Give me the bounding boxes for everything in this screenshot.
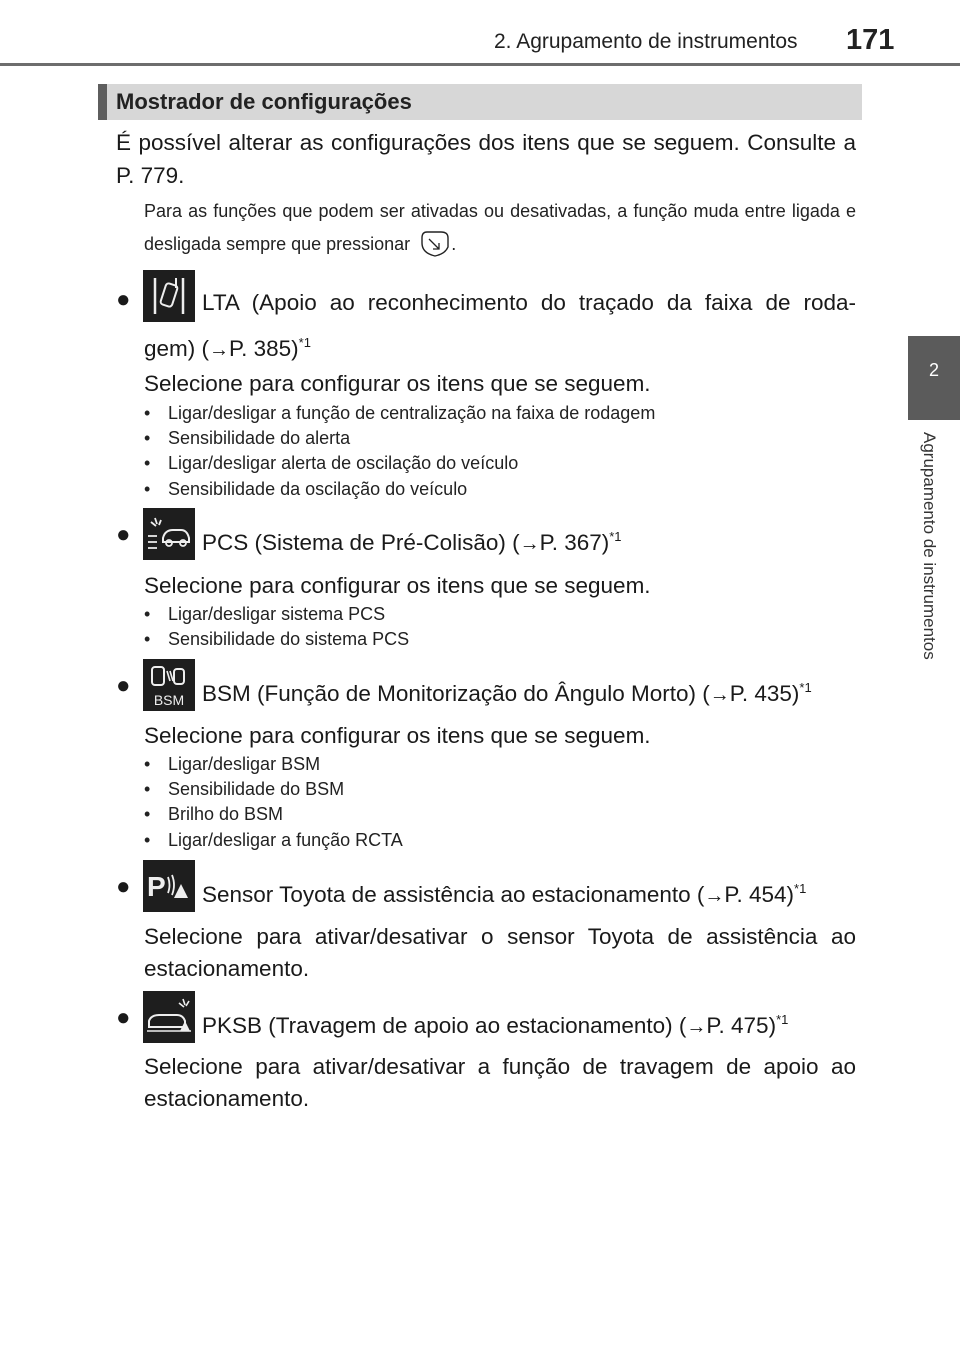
section-title: Mostrador de configurações xyxy=(116,89,412,114)
lta-page-ref: P. 385) xyxy=(229,336,299,361)
note-end: . xyxy=(451,234,457,254)
footnote-mark: *1 xyxy=(609,529,622,544)
pre-collision-system-icon xyxy=(143,508,195,560)
pcs-page-ref: P. 367) xyxy=(539,530,610,555)
lta-title: LTA (Apoio ao reconhecimento do traçado da faixa de roda- xyxy=(202,290,856,315)
parking-assist-sensor-icon xyxy=(143,860,195,912)
svg-text:P: P xyxy=(147,871,166,902)
select-button-icon xyxy=(419,229,451,259)
blind-spot-monitor-icon xyxy=(143,659,195,711)
parking-sensor-select-line1: Selecione para ativar/desativar o sensor Toyota de assistência ao xyxy=(144,924,856,949)
note-paragraph xyxy=(144,195,856,261)
note-text: Para as funções que podem ser ativadas ou desativadas, a função muda entre ligada e desligada sempre que pressionar xyxy=(144,201,856,254)
item-bullet: ● xyxy=(116,873,131,900)
item-bullet: ● xyxy=(116,672,131,699)
list-item: • Ligar/desligar alerta de oscilação do veículo xyxy=(144,453,519,474)
chapter-tab-number: 2 xyxy=(928,360,939,380)
footnote-mark: *1 xyxy=(776,1012,789,1027)
bsm-select-text: Selecione para configurar os itens que se seguem. xyxy=(144,723,651,748)
header-rule xyxy=(0,63,960,66)
lane-tracing-assist-icon xyxy=(143,270,195,322)
pksb-title: PKSB (Travagem de apoio ao estacionamento) (→P. 475)$^{*1}$ xyxy=(202,1012,789,1038)
list-item: • Sensibilidade do sistema PCS xyxy=(144,629,410,650)
lta-select-text: Selecione para configurar os itens que se seguem. xyxy=(144,371,651,396)
list-item: • Ligar/desligar BSM xyxy=(144,754,321,774)
parking-support-brake-icon xyxy=(143,991,195,1043)
item-bullet: ● xyxy=(116,286,131,313)
item-bullet: ● xyxy=(116,521,131,548)
list-item: • Brilho do BSM xyxy=(144,804,284,825)
list-item: • Ligar/desligar sistema PCS xyxy=(144,604,386,624)
list-item: • Sensibilidade da oscilação do veículo xyxy=(144,478,468,499)
bsm-sublist xyxy=(144,752,403,853)
bsm-title: BSM (Função de Monitorização do Ângulo Morto) (→P. 435)$^{*1}$ xyxy=(202,680,812,706)
list-item: • Sensibilidade do alerta xyxy=(144,428,351,449)
pcs-sublist xyxy=(144,602,409,652)
footnote-mark: *1 xyxy=(799,680,812,695)
svg-text:BSM: BSM xyxy=(153,692,185,708)
footnote-mark: *1 xyxy=(794,881,807,896)
item-bullet: ● xyxy=(116,1004,131,1031)
page-number: 171 xyxy=(846,24,895,56)
list-item: • Ligar/desligar a função RCTA xyxy=(144,829,403,850)
lta-title-cont: gem) (→P. 385)$^{*1}$ xyxy=(144,335,311,361)
parking-sensor-select-line2: estacionamento. xyxy=(144,956,310,981)
parking-sensor-title: Sensor Toyota de assistência ao estacionamento (→P. 454)$^{*1}$ xyxy=(202,881,807,907)
lta-sublist xyxy=(144,401,655,502)
list-item: • Sensibilidade do BSM xyxy=(144,779,345,800)
bsm-page-ref: P. 435) xyxy=(729,681,800,706)
parking-sensor-page-ref: P. 454) xyxy=(724,882,795,907)
running-header-section: 2. Agrupamento de instrumentos xyxy=(494,30,798,53)
pcs-select-text: Selecione para configurar os itens que se seguem. xyxy=(144,573,651,598)
pksb-page-ref: P. 475) xyxy=(706,1013,777,1038)
pksb-select-line1: Selecione para ativar/desativar a função de travagem de apoio ao xyxy=(144,1054,856,1079)
intro-paragraph: É possível alterar as configurações dos itens que se seguem. Consulte a P. 779. xyxy=(116,130,856,188)
list-item: • Ligar/desligar a função de centralização na faixa de rodagem xyxy=(144,403,656,423)
footnote-mark: *1 xyxy=(298,335,311,350)
chapter-tab-label: Agrupamento de instrumentos xyxy=(920,432,939,660)
pksb-select-line2: estacionamento. xyxy=(144,1086,310,1111)
pcs-title: PCS (Sistema de Pré-Colisão) (→P. 367)$^{*1}$ xyxy=(202,529,622,555)
section-header-accent xyxy=(98,84,107,120)
